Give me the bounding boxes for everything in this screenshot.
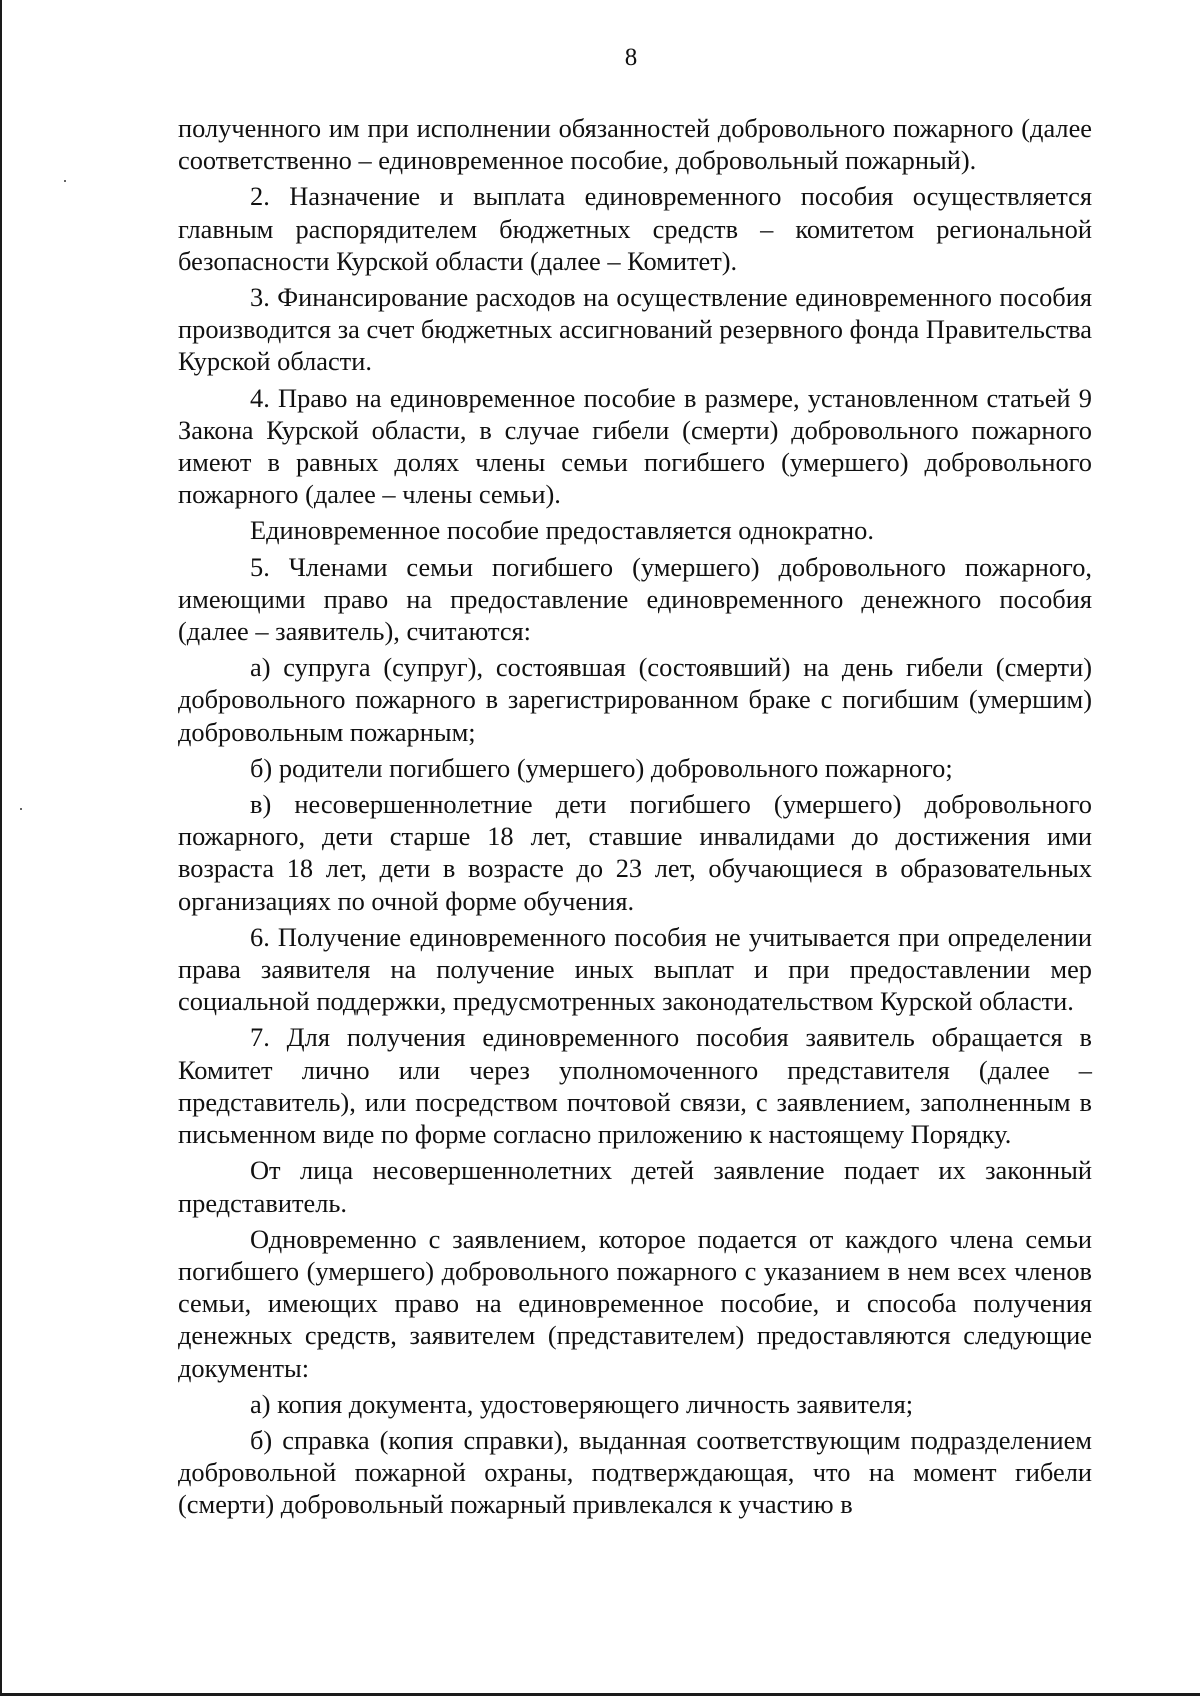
document-body [178,112,1092,1521]
paragraph-2: 2. Назначение и выплата единовременного пособия осуществляется главным распорядителем бюджетных средств – комитетом региональной безопасности Курской области (далее – Комитет). [178,181,1092,276]
paragraph-4: 4. Право на единовременное пособие в размере, установленном статьей 9 Закона Курской области, в случае гибели (смерти) добровольного пожарного имеют в равных долях члены семьи погибшего (умершего) добровольного пожарного (далее – члены семьи). [178,382,1092,510]
scan-speck [64,180,66,182]
page-number: 8 [624,44,638,71]
paragraph-5: Единовременное пособие предоставляется однократно. [250,515,874,546]
paragraph-8: б) родители погибшего (умершего) добровольного пожарного; [250,752,953,783]
paragraph-6: 5. Членами семьи погибшего (умершего) добровольного пожарного, имеющими право на предоставление единовременного денежного пособия (далее – заявитель), считаются: [178,551,1092,647]
paragraph-10: 6. Получение единовременного пособия не учитывается при определении права заявителя на получение иных выплат и при предоставлении мер социальной поддержки, предусмотренных законодательством Курской области. [178,921,1092,1017]
paragraph-7: а) супруга (супруг), состоявшая (состоявший) на день гибели (смерти) добровольного пожарного в зарегистрированном браке с погибшим (умершим) добровольным пожарным; [178,652,1092,747]
paragraph-9: в) несовершеннолетние дети погибшего (умершего) добровольного пожарного, дети старше 18 лет, ставшие инвалидами до достижения ими возраста 18 лет, дети в возрасте до 23 лет, обучающиеся в образовательных организациях по очной форме обучения. [178,789,1092,916]
paragraph-13: Одновременно с заявлением, которое подается от каждого члена семьи погибшего (умершего) добровольного пожарного с указанием в нем всех членов семьи, имеющих право на единовременное пособие, и способа получения денежных средств, заявителем (представителем) предоставляются следующие документы: [178,1223,1092,1383]
paragraph-3: 3. Финансирование расходов на осуществление единовременного пособия производится за счет бюджетных ассигнований резервного фонда Правительства Курской области. [178,282,1092,377]
paragraph-12: От лица несовершеннолетних детей заявление подает их законный представитель. [178,1155,1092,1218]
scan-edge-left [0,0,2,1696]
paragraph-11: 7. Для получения единовременного пособия заявитель обращается в Комитет лично или через уполномоченного представителя (далее – представитель), или посредством почтовой связи, с заявлением, заполненным в письменном виде по форме согласно приложению к настоящему Порядку. [178,1022,1092,1150]
scan-speck [20,808,22,810]
paragraph-14: а) копия документа, удостоверяющего личность заявителя; [250,1388,914,1419]
paragraph-15: б) справка (копия справки), выданная соответствующим подразделением добровольной пожарной охраны, подтверждающая, что на момент гибели (смерти) добровольный пожарный привлекался к участию в [178,1424,1092,1520]
paragraph-1: полученного им при исполнении обязанностей добровольного пожарного (далее соответственно – единовременное пособие, добровольный пожарный). [178,113,1092,176]
